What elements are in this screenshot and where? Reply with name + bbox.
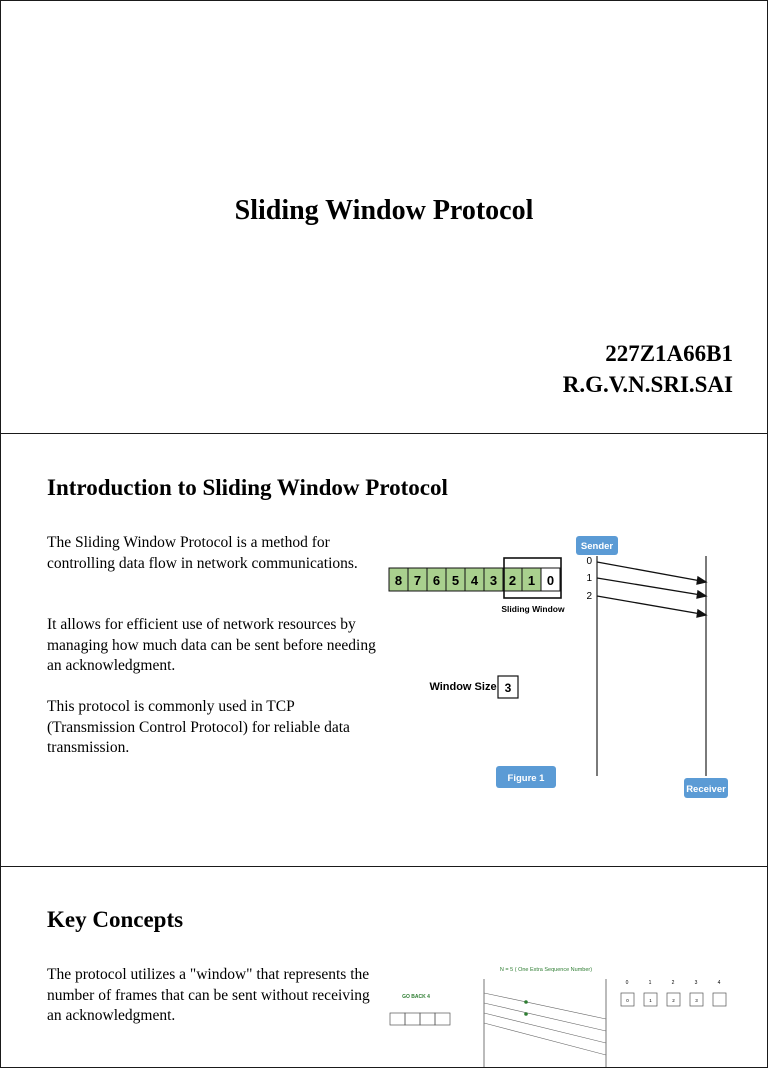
frame-number: 4: [470, 573, 479, 588]
roll-number: 227Z1A66B1: [605, 341, 733, 366]
box-number: 3: [695, 998, 698, 1003]
receiver-label: Receiver: [686, 784, 726, 795]
box-number: 2: [672, 998, 675, 1003]
frame-number: 0: [546, 573, 555, 588]
frame-number: 8: [394, 573, 403, 588]
slide-heading: Introduction to Sliding Window Protocol: [47, 475, 448, 500]
paragraph: The protocol utilizes a "window" that represents the number of frames that can be sent without receiving an acknowledgment.: [47, 966, 370, 1024]
frame-cell: [541, 568, 560, 591]
frame-cell: [503, 568, 522, 591]
key-concepts-slide: [0, 866, 768, 1068]
sender-boxes: [390, 1013, 450, 1025]
box-number: 0: [626, 998, 629, 1003]
paragraph: It allows for efficient use of network resources by managing how much data can be sent before needing an acknowledgment.: [47, 616, 376, 674]
window-size-value: 3: [504, 681, 512, 695]
frame-number: 5: [451, 573, 460, 588]
sequence-number: 2: [586, 591, 592, 602]
sequence-number: 4: [717, 980, 721, 986]
sequence-number: 2: [671, 980, 675, 986]
author-name: R.G.V.N.SRI.SAI: [562, 372, 733, 397]
sliding-window-label: Sliding Window: [501, 604, 565, 614]
frame-cell: [408, 568, 427, 591]
frame-dot: [524, 1012, 528, 1016]
sequence-number: 3: [694, 980, 698, 986]
go-back-label: GO BACK 4: [402, 994, 430, 1000]
frame-number: 6: [432, 573, 441, 588]
sequence-number: 1: [586, 573, 592, 584]
frame-cell: [427, 568, 446, 591]
frame-arrows: [484, 993, 606, 1055]
sequence-number: 0: [625, 980, 629, 986]
sender-label: Sender: [580, 541, 614, 552]
introduction-slide: [0, 433, 768, 867]
frame-number: 7: [413, 573, 422, 588]
figure-label: Figure 1: [507, 773, 545, 784]
go-back-n-figure: [386, 959, 746, 1068]
sequence-number: 0: [586, 556, 592, 567]
frame-cell: [446, 568, 465, 591]
sequence-number: 1: [648, 980, 652, 986]
frame-number: 3: [489, 573, 498, 588]
title-slide: [0, 0, 768, 434]
window-size-label: Window Size: [429, 681, 497, 693]
frame-number: 2: [508, 573, 517, 588]
frame-arrows: [597, 562, 706, 617]
figure-caption: N = 5 ( One Extra Sequence Number): [499, 967, 593, 973]
frame-cell: [389, 568, 408, 591]
paragraph: The Sliding Window Protocol is a method for controlling data flow in network communications.: [47, 534, 358, 572]
frame-strip: [389, 568, 560, 591]
frame-cell: [484, 568, 503, 591]
sliding-window-figure: [381, 526, 741, 846]
paragraph: This protocol is commonly used in TCP (Transmission Control Protocol) for reliable data transmission.: [47, 698, 350, 756]
slide-heading: Key Concepts: [47, 907, 184, 932]
frame-number: 1: [527, 573, 536, 588]
receiver-boxes: [621, 993, 726, 1006]
frame-cell: [522, 568, 541, 591]
frame-dot: [524, 1000, 528, 1004]
presentation-title: Sliding Window Protocol: [234, 195, 534, 226]
frame-cell: [465, 568, 484, 591]
box-number: 1: [649, 998, 652, 1003]
